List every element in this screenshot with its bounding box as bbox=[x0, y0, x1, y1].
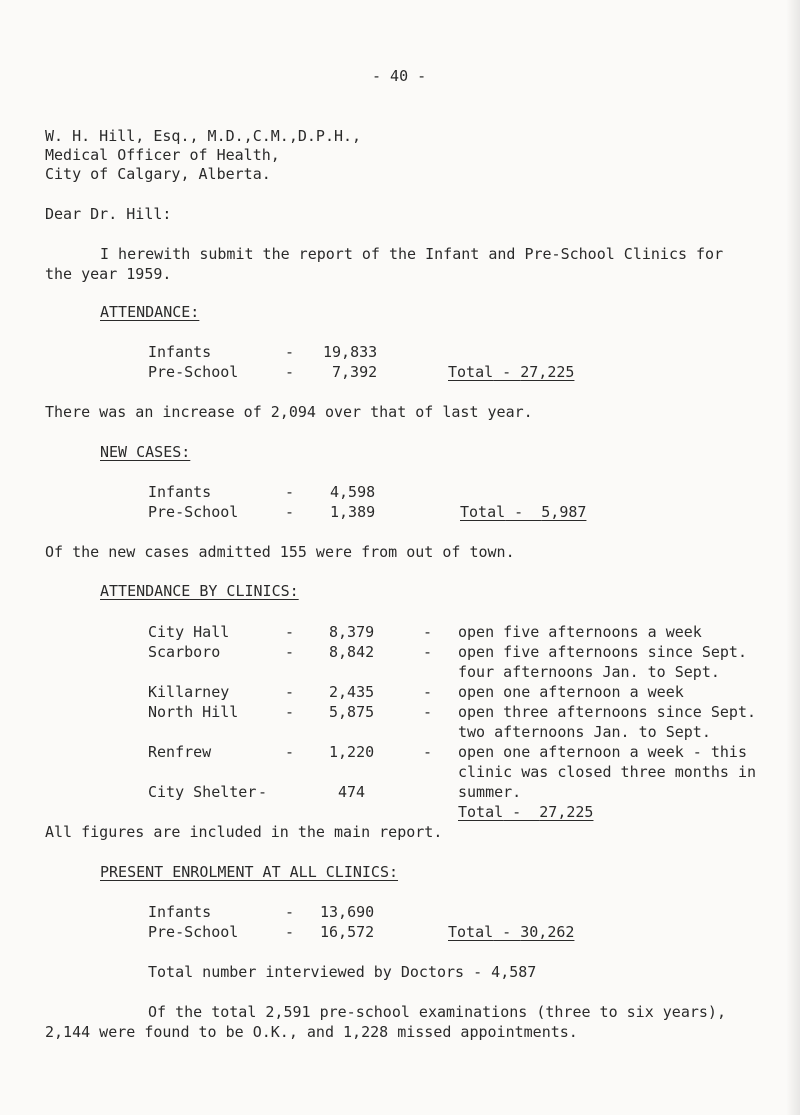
enrolment-total: Total - 30,262 bbox=[448, 923, 575, 941]
new-cases-preschool-label: Pre-School bbox=[148, 503, 239, 521]
total-value: 27,225 bbox=[520, 363, 575, 381]
salutation: Dear Dr. Hill: bbox=[45, 205, 172, 223]
clinic-name: Killarney bbox=[148, 683, 230, 701]
attendance-infants-label: Infants bbox=[148, 343, 212, 361]
clinic-dash: - bbox=[258, 783, 268, 801]
clinic-value: 5,875 bbox=[329, 703, 375, 721]
clinics-heading: ATTENDANCE BY CLINICS: bbox=[100, 582, 299, 600]
clinic-dash: - bbox=[423, 643, 433, 661]
clinic-value: 8,379 bbox=[329, 623, 375, 641]
new-cases-infants-value: 4,598 bbox=[330, 483, 376, 501]
page-number: - 40 - bbox=[372, 67, 427, 85]
clinic-desc: open one afternoon a week - this bbox=[458, 743, 747, 761]
clinic-value: 1,220 bbox=[329, 743, 375, 761]
new-cases-dash: - bbox=[285, 483, 295, 501]
new-cases-total: Total - 5,987 bbox=[460, 503, 587, 521]
addressee-city: City of Calgary, Alberta. bbox=[45, 165, 271, 183]
clinic-dash: - bbox=[285, 703, 295, 721]
enrolment-dash: - bbox=[285, 923, 295, 941]
closing-line-2: 2,144 were found to be O.K., and 1,228 missed appointments. bbox=[45, 1023, 578, 1041]
clinic-desc: open three afternoons since Sept. bbox=[458, 703, 757, 721]
attendance-infants-value: 19,833 bbox=[323, 343, 378, 361]
intro-line-1: I herewith submit the report of the Infant and Pre-School Clinics for bbox=[100, 245, 724, 263]
enrolment-preschool-label: Pre-School bbox=[148, 923, 239, 941]
clinic-value: 8,842 bbox=[329, 643, 375, 661]
new-cases-dash: - bbox=[285, 503, 295, 521]
clinic-dash: - bbox=[285, 643, 295, 661]
new-cases-preschool-value: 1,389 bbox=[330, 503, 376, 521]
clinic-desc: summer. bbox=[458, 783, 522, 801]
intro-line-2: the year 1959. bbox=[45, 265, 172, 283]
clinics-note: All figures are included in the main report. bbox=[45, 823, 443, 841]
clinic-desc: open five afternoons since Sept. bbox=[458, 643, 747, 661]
addressee-title: Medical Officer of Health, bbox=[45, 146, 280, 164]
total-label: Total bbox=[460, 503, 506, 521]
clinics-total: Total - 27,225 bbox=[458, 803, 594, 821]
closing-line-1: Of the total 2,591 pre-school examinations (three to six years), bbox=[148, 1003, 726, 1021]
attendance-preschool-value: 7,392 bbox=[332, 363, 378, 381]
total-label: Total bbox=[448, 923, 494, 941]
interviewed-line: Total number interviewed by Doctors - 4,587 bbox=[148, 963, 537, 981]
total-value: 27,225 bbox=[539, 803, 594, 821]
clinic-dash: - bbox=[285, 743, 295, 761]
enrolment-heading: PRESENT ENROLMENT AT ALL CLINICS: bbox=[100, 863, 399, 881]
enrolment-dash: - bbox=[285, 903, 295, 921]
new-cases-heading: NEW CASES: bbox=[100, 443, 191, 461]
attendance-dash: - bbox=[285, 343, 295, 361]
new-cases-infants-label: Infants bbox=[148, 483, 212, 501]
attendance-heading: ATTENDANCE: bbox=[100, 303, 200, 321]
attendance-preschool-label: Pre-School bbox=[148, 363, 239, 381]
clinic-desc: open one afternoon a week bbox=[458, 683, 684, 701]
clinic-name: North Hill bbox=[148, 703, 239, 721]
clinic-name: Scarboro bbox=[148, 643, 221, 661]
attendance-dash: - bbox=[285, 363, 295, 381]
clinic-name: City Shelter bbox=[148, 783, 257, 801]
clinic-name: City Hall bbox=[148, 623, 230, 641]
clinic-dash: - bbox=[285, 683, 295, 701]
attendance-note: There was an increase of 2,094 over that of last year. bbox=[45, 403, 533, 421]
new-cases-note: Of the new cases admitted 155 were from out of town. bbox=[45, 543, 515, 561]
clinic-dash: - bbox=[285, 623, 295, 641]
clinic-desc: clinic was closed three months in bbox=[458, 763, 757, 781]
total-label: Total bbox=[448, 363, 494, 381]
clinic-desc: open five afternoons a week bbox=[458, 623, 702, 641]
total-value: 5,987 bbox=[541, 503, 587, 521]
addressee-name: W. H. Hill, Esq., M.D.,C.M.,D.P.H., bbox=[45, 127, 362, 145]
enrolment-preschool-value: 16,572 bbox=[320, 923, 375, 941]
clinic-dash: - bbox=[423, 703, 433, 721]
clinic-dash: - bbox=[423, 743, 433, 761]
total-label: Total bbox=[458, 803, 504, 821]
page-edge-shadow bbox=[786, 0, 800, 1115]
clinic-value: 2,435 bbox=[329, 683, 375, 701]
clinic-dash: - bbox=[423, 683, 433, 701]
clinic-name: Renfrew bbox=[148, 743, 212, 761]
clinic-value: 474 bbox=[338, 783, 366, 801]
attendance-total: Total - 27,225 bbox=[448, 363, 575, 381]
total-value: 30,262 bbox=[520, 923, 575, 941]
clinic-dash: - bbox=[423, 623, 433, 641]
enrolment-infants-value: 13,690 bbox=[320, 903, 375, 921]
clinic-desc: two afternoons Jan. to Sept. bbox=[458, 723, 711, 741]
clinic-desc: four afternoons Jan. to Sept. bbox=[458, 663, 720, 681]
enrolment-infants-label: Infants bbox=[148, 903, 212, 921]
